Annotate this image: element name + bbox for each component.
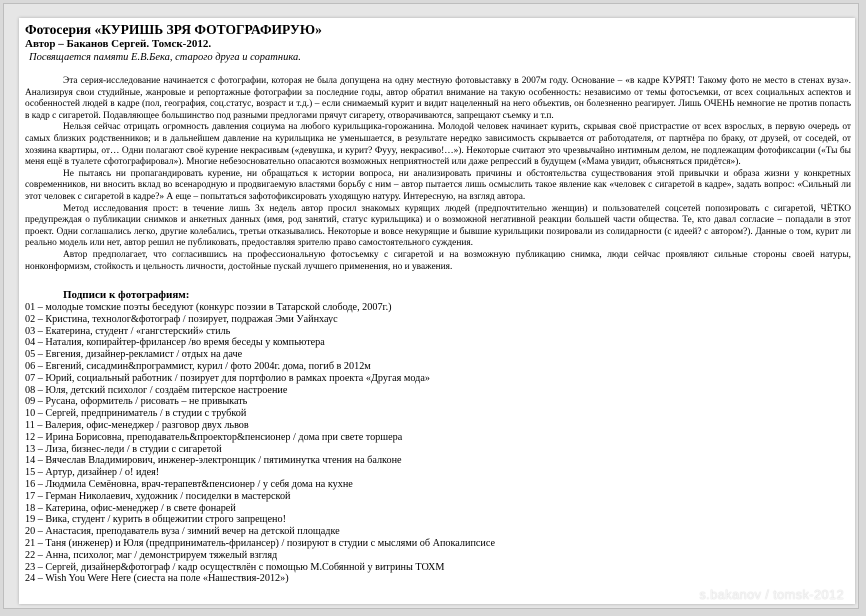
author-line: Автор – Баканов Сергей. Томск-2012. (25, 38, 212, 50)
paragraph: Не пытаясь ни пропагандировать курение, ни обращаться к истории вопроса, ни анализировать причины и обстоятельства существования этой привычки и образа жизни у конкретных современников, ни вносить вклад во всенародную и продвигаемую властями борьбу с ним – автор пытается лишь осмыслить такое явление как «человек с сигаретой в кадре», задать вопрос: «Сильный ли этот человек с сигаретой в кадре?» А еще – попытаться зафотофиксировать уходящую натуру. Интересную, на взгляд автора. (25, 168, 851, 202)
watermark: s.bakanov / tomsk-2012 (699, 587, 844, 602)
caption-item: 01 – молодые томские поэты беседуют (конкурс поэзии в Татарской слободе, 2007г.) (25, 302, 392, 314)
caption-item: 09 – Русана, оформитель / рисовать – не привыкать (25, 396, 248, 408)
caption-item: 20 – Анастасия, преподаватель вуза / зимний вечер на детской площадке (25, 526, 340, 538)
caption-item: 11 – Валерия, офис-менеджер / разговор двух львов (25, 420, 249, 432)
caption-item: 15 – Артур, дизайнер / о! идея! (25, 467, 160, 479)
paragraph: Автор предполагает, что согласившись на профессиональную фотосъемку с сигаретой и на возможную публикацию снимка, люди сейчас проявляют сильные стороны своей натуры, нонконформизм, стойкость и цельность личности, достойные пускай лучшего применения, но и уважения. (25, 249, 851, 272)
document-page (19, 18, 855, 604)
caption-item: 24 – Wish You Were Here (сиеста на поле «Нашествия-2012») (25, 573, 289, 585)
caption-item: 13 – Лиза, бизнес-леди / в студии с сигаретой (25, 443, 222, 455)
caption-item: 21 – Таня (инженер) и Юля (предприниматель-фрилансер) / позируют в студии с мыслями об Апокалипсисе (25, 538, 496, 550)
paragraph: Эта серия-исследование начинается с фотографии, которая не была допущена на одну местную фотовыставку в 2007м году. Основание – «в кадре КУРЯТ! Такому фото не место в стенах вуза». Анализируя свои студийные, жанровые и репортажные фотографии за последние годы, автор обратил внимание на такую особенность: независимо от темы фотосъемки, от всех социальных аспектов и особенностей людей в кадре (пол, география, соц.статус, возраст и т.д.) – если снимаемый курит и видит нацеленный на него объектив, он болезненно реагирует. Лишь ОЧЕНЬ немногие не против попасть в кадр с сигаретой. Подавляющее большинство под разными предлогами прячут сигарету, отворачиваются, запрещают съемку и т.п. (25, 76, 851, 121)
caption-item: 19 – Вика, студент / курить в общежитии строго запрещено! (25, 514, 286, 526)
paragraph: Метод исследования прост: в течение лишь 3х недель автор просил знакомых курящих людей (предпочтительно женщин) и пользователей соцсетей попозировать с сигаретой, ЧЁТКО предупреждая о публикации снимков и анкетных данных (имя, род занятий, статус курильщика) и о возможной негативной реакции большей части общества. Те, кто давал согласие – попадали в этот проект. Одни соглашались легко, другие колебались, третьи отказывались. Некоторые и вовсе некурящие и бывшие курильщики позировали из солидарности (с идеей? с автором?). Данные о том, курит ли реально модель или нет, автор решил не публиковать, предоставляя зрителю право самостоятельного суждения. (25, 203, 851, 249)
caption-item: 08 – Юля, детский психолог / создаём питерское настроение (25, 384, 288, 396)
document-content (25, 22, 851, 585)
document-title: Фотосерия «КУРИШЬ ЗРЯ ФОТОГРАФИРУЮ» (25, 22, 322, 37)
caption-item: 07 – Юрий, социальный работник / позирует для портфолио в рамках проекта «Другая мода» (25, 372, 430, 384)
caption-item: 14 – Вячеслав Владимирович, инженер-электронщик / пятиминутка чтения на балконе (25, 455, 402, 467)
screenshot-frame (3, 3, 859, 609)
body-text (25, 76, 851, 273)
caption-item: 16 – Людмила Семёновна, врач-терапевт&пенсионер / у себя дома на кухне (25, 479, 353, 491)
captions-list (25, 302, 851, 585)
caption-item: 22 – Анна, психолог, маг / демонстрируем тяжелый взгляд (25, 549, 278, 561)
paragraph: Нельзя сейчас отрицать огромность давления социума на любого курильщика-горожанина. Молодой человек начинает курить, скрывая своё пристрастие от всех взрослых, в первую очередь от самых близких родственников; и в дальнейшем давление на курильщика не уменьшается, в результате нередко зависимость скрывается от работодателя, от партнёра по браку, от друзей, от соседей, от хозяина квартиры, от… Одни полагают своё курение некрасивым («девушка, и курит? Фууу, некрасиво!…»). Некоторые считают это чрезвычайно интимным делом, не подлежащим фотофиксации («Ты бы меня ещё в туалете сфотографировал»). Многие небезосновательно опасаются возможных неприятностей или даже репрессий в будущем («Мама увидит, объясняться придётся»). (25, 122, 851, 168)
caption-item: 18 – Катерина, офис-менеджер / в свете фонарей (25, 502, 236, 514)
caption-item: 04 – Наталия, копирайтер-фрилансер /во время беседы у компьютера (25, 337, 325, 349)
dedication: Посвящается памяти Е.В.Бека, старого друга и соратника. (29, 52, 301, 63)
caption-item: 05 – Евгения, дизайнер-рекламист / отдых на даче (25, 349, 243, 361)
caption-item: 02 – Кристина, технолог&фотограф / позирует, подражая Эми Уайнхаус (25, 313, 338, 325)
caption-item: 10 – Сергей, предприниматель / в студии с трубкой (25, 408, 247, 420)
caption-item: 17 – Герман Николаевич, художник / посиделки в мастерской (25, 490, 291, 502)
captions-heading: Подписи к фотографиям: (63, 289, 190, 302)
caption-item: 03 – Екатерина, студент / «гангстерский» стиль (25, 325, 231, 337)
caption-item: 06 – Евгений, сисадмин&программист, курил / фото 2004г. дома, погиб в 2012м (25, 361, 371, 373)
caption-item: 12 – Ирина Борисовна, преподаватель&проектор&пенсионер / дома при свете торшера (25, 431, 403, 443)
caption-item: 23 – Сергей, дизайнер&фотограф / кадр осуществлён с помощью М.Собянной у витрины ТОХМ (25, 561, 445, 573)
